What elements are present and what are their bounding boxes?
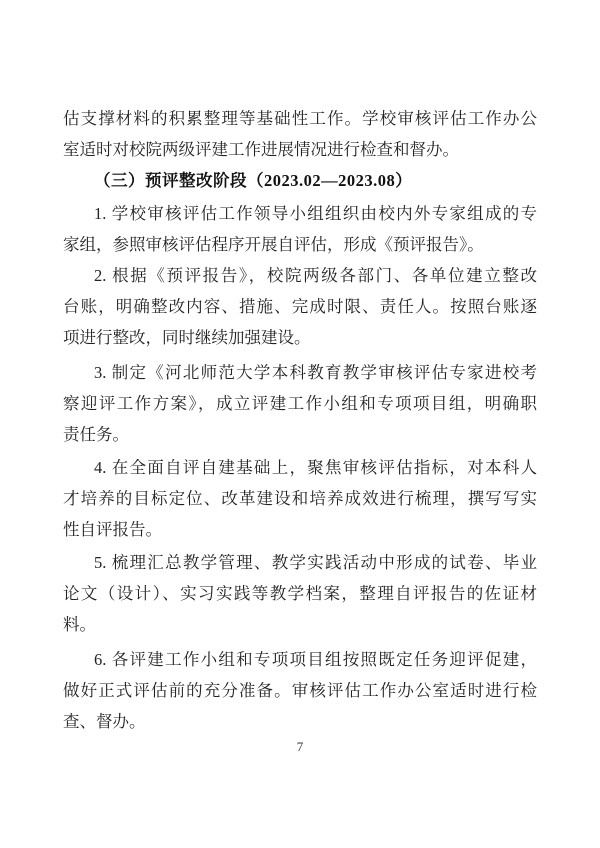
text-line: 4. 在全面自评自建基础上，聚焦审核评估指标，对本科人 [94, 458, 537, 477]
text-line: 料。 [63, 615, 96, 634]
text-line: 台账，明确整改内容、措施、完成时限、责任人。按照台账逐 [63, 297, 537, 316]
text-line: 3. 制定《河北师范大学本科教育教学审核评估专家进校考 [94, 363, 537, 382]
document-body [63, 103, 537, 737]
text-line: 5. 梳理汇总教学管理、教学实践活动中形成的试卷、毕业 [94, 553, 537, 572]
section-heading: （三）预评整改阶段（2023.02—2023.08） [94, 171, 413, 190]
text-line: 室适时对校院两级评建工作进展情况进行检查和督办。 [63, 140, 459, 159]
text-line: 论文（设计）、实习实践等教学档案，整理自评报告的佐证材 [63, 584, 537, 603]
text-line: 性自评报告。 [63, 520, 162, 539]
text-line: 6. 各评建工作小组和专项项目组按照既定任务迎评促建， [94, 650, 537, 669]
text-line: 2. 根据《预评报告》，校院两级各部门、各单位建立整改 [94, 266, 537, 285]
text-line: 估支撑材料的积累整理等基础性工作。学校审核评估工作办公 [63, 109, 537, 128]
text-line: 责任务。 [63, 425, 129, 444]
text-line: 家组，参照审核评估程序开展自评估，形成《预评报告》。 [63, 235, 484, 254]
text-line: 才培养的目标定位、改革建设和培养成效进行梳理，撰写写实 [63, 489, 537, 508]
text-line: 项进行整改，同时继续加强建设。 [63, 328, 311, 347]
page-number: 7 [296, 739, 304, 754]
text-line: 1. 学校审核评估工作领导小组组织由校内外专家组成的专 [94, 204, 537, 223]
text-line: 察迎评工作方案》，成立评建工作小组和专项项目组，明确职 [63, 394, 537, 413]
text-line: 做好正式评估前的充分准备。审核评估工作办公室适时进行检 [63, 681, 537, 700]
text-line: 查、督办。 [63, 712, 146, 731]
